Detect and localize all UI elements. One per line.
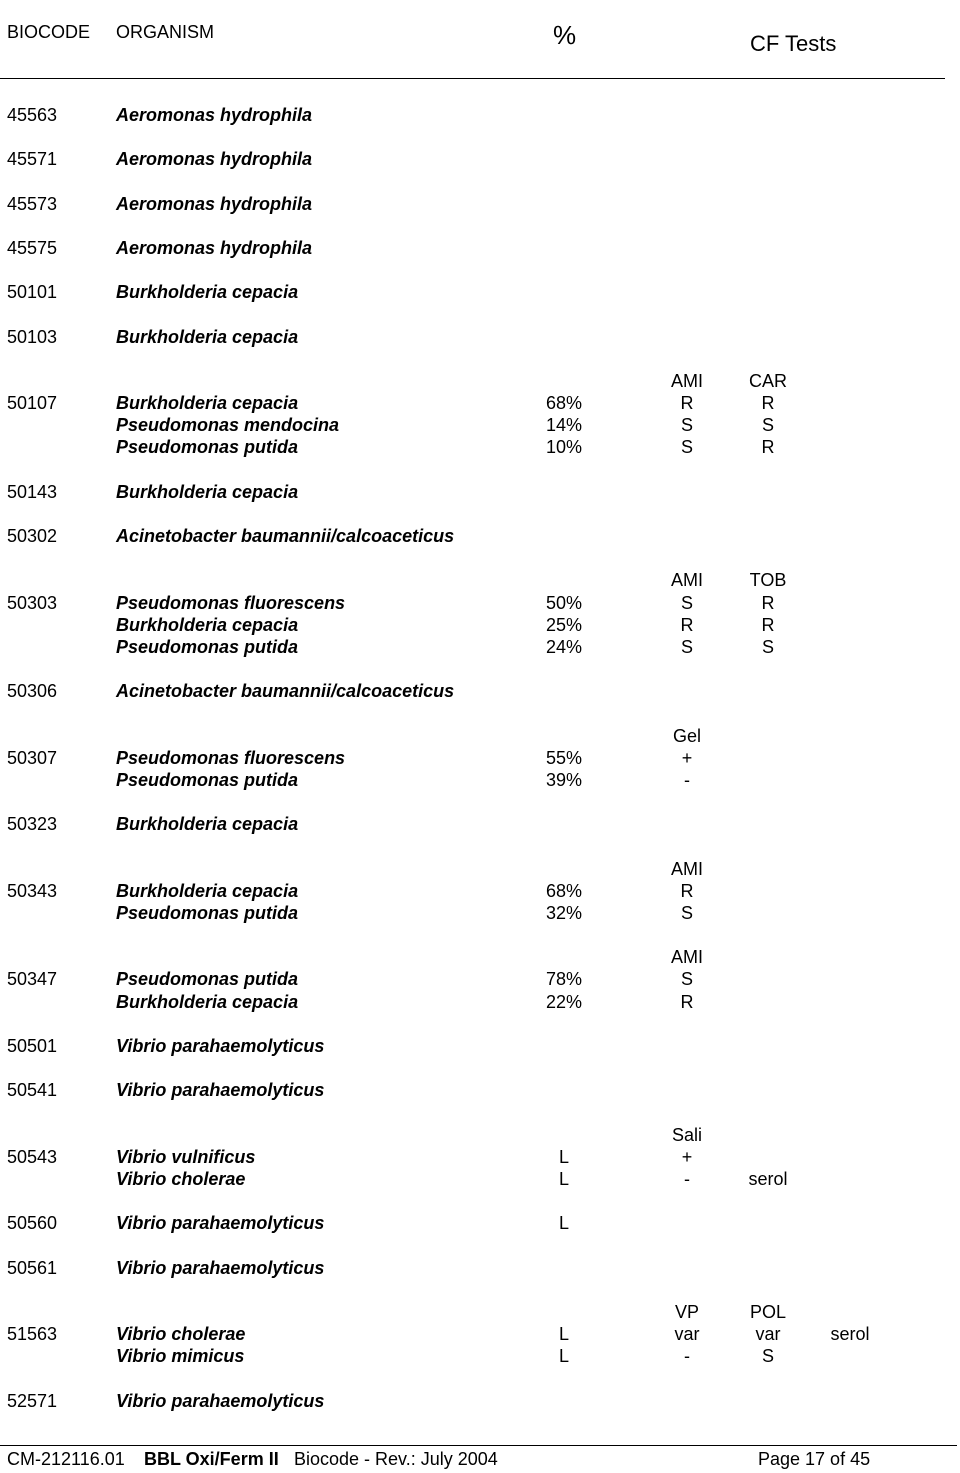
organism-name: Vibrio cholerae (116, 1324, 246, 1344)
footer-page-number: Page 17 of 45 (758, 1449, 871, 1469)
test-name-header: POL (749, 1301, 787, 1322)
organism-name: Pseudomonas mendocina (116, 415, 340, 436)
footer-rule (0, 1445, 957, 1446)
test-name-header: AMI (670, 570, 704, 591)
organism-name: Burkholderia cepacia (116, 880, 299, 901)
biocode-cell: 50347 (7, 969, 58, 990)
percent-cell: L (558, 1168, 570, 1189)
organism-name: Acinetobacter baumannii/calcoaceticus (116, 526, 455, 546)
organism-name: Burkholderia cepacia (116, 282, 299, 303)
percent-cell: 55% (545, 747, 583, 768)
header-biocode: BIOCODE (7, 22, 91, 42)
biocode-cell: 50143 (7, 481, 58, 502)
test-name-header: VP (674, 1301, 700, 1322)
percent-cell: 14% (545, 415, 583, 436)
percent-cell: 25% (545, 614, 583, 635)
organism-name: Burkholderia cepacia (116, 393, 299, 413)
footer-doc-id: CM-212116.01 (7, 1449, 125, 1469)
percent-cell: 68% (545, 880, 583, 901)
biocode-cell: 50323 (7, 814, 58, 835)
organism-name: Aeromonas hydrophila (116, 149, 313, 170)
organism-name: Pseudomonas fluorescens (116, 747, 346, 768)
footer-product-name: BBL Oxi/Ferm II (144, 1449, 279, 1469)
biocode-cell: 50543 (7, 1146, 58, 1167)
organism-name: Vibrio mimicus (116, 1346, 245, 1367)
percent-cell: L (558, 1346, 570, 1367)
biocode-cell: 50560 (7, 1213, 58, 1234)
test-result-cell: + (681, 1146, 693, 1167)
percent-cell: 10% (545, 437, 583, 458)
percent-cell: 68% (545, 393, 583, 413)
test-result-cell: serol (748, 1168, 788, 1189)
header-organism: ORGANISM (116, 22, 215, 42)
organism-name: Aeromonas hydrophila (116, 237, 313, 258)
biocode-cell: 50103 (7, 326, 58, 347)
biocode-cell: 50343 (7, 880, 58, 901)
biocode-cell: 45571 (7, 149, 58, 170)
percent-cell: 39% (545, 769, 583, 790)
organism-name: Pseudomonas putida (116, 969, 299, 990)
test-result-cell: R (680, 393, 694, 413)
test-result-cell: R (680, 880, 694, 901)
percent-cell: L (558, 1213, 570, 1234)
test-name-header: TOB (749, 570, 787, 591)
organism-name: Vibrio vulnificus (116, 1146, 256, 1167)
organism-name: Burkholderia cepacia (116, 991, 299, 1012)
header-percent: % (553, 20, 577, 50)
biocode-cell: 45573 (7, 193, 58, 214)
biocode-cell: 50501 (7, 1035, 58, 1056)
test-result-cell: var (674, 1324, 700, 1344)
biocode-cell: 50561 (7, 1257, 58, 1278)
biocode-cell: 50107 (7, 393, 58, 413)
biocode-cell: 45575 (7, 237, 58, 258)
test-name-header: Gel (672, 725, 702, 746)
organism-name: Burkholderia cepacia (116, 326, 299, 347)
test-result-cell: R (761, 614, 775, 635)
percent-cell: 32% (545, 902, 583, 923)
test-result-cell: - (684, 1168, 690, 1189)
organism-name: Vibrio parahaemolyticus (116, 1257, 325, 1278)
test-result-cell: S (680, 415, 694, 436)
organism-name: Acinetobacter baumannii/calcoaceticus (116, 681, 455, 702)
percent-cell: 50% (545, 592, 583, 613)
organism-name: Burkholderia cepacia (116, 614, 299, 635)
test-name-header: AMI (670, 858, 704, 879)
test-result-cell: S (680, 969, 694, 990)
test-result-cell: - (684, 1346, 690, 1367)
percent-cell: 78% (545, 969, 583, 990)
test-result-cell: S (761, 636, 775, 657)
test-name-header: AMI (670, 947, 704, 968)
percent-cell: L (558, 1324, 570, 1344)
organism-name: Pseudomonas putida (116, 437, 299, 458)
organism-name: Pseudomonas fluorescens (116, 592, 346, 613)
test-name-header: AMI (670, 370, 704, 391)
test-result-cell: R (761, 592, 775, 613)
organism-name: Burkholderia cepacia (116, 481, 299, 502)
test-result-cell: S (680, 592, 694, 613)
biocode-cell: 52571 (7, 1390, 58, 1411)
biocode-cell: 50306 (7, 681, 58, 702)
test-result-cell: var (755, 1324, 781, 1344)
test-result-cell: R (761, 393, 775, 413)
biocode-cell: 50541 (7, 1080, 58, 1101)
biocode-cell: 50302 (7, 526, 58, 546)
test-name-header: Sali (671, 1124, 703, 1145)
test-result-cell: - (684, 769, 690, 790)
organism-name: Pseudomonas putida (116, 636, 299, 657)
organism-name: Vibrio parahaemolyticus (116, 1035, 325, 1056)
footer-document-title: Biocode - Rev.: July 2004 (294, 1449, 498, 1469)
organism-name: Aeromonas hydrophila (116, 193, 313, 214)
organism-name: Pseudomonas putida (116, 769, 299, 790)
test-result-cell: S (761, 415, 775, 436)
test-result-cell: R (680, 991, 694, 1012)
test-result-cell: serol (830, 1324, 870, 1344)
test-result-cell: S (680, 636, 694, 657)
organism-name: Vibrio parahaemolyticus (116, 1080, 325, 1101)
test-result-cell: R (680, 614, 694, 635)
biocode-cell: 50307 (7, 747, 58, 768)
header-cf-tests: CF Tests (750, 31, 837, 56)
organism-name: Vibrio parahaemolyticus (116, 1213, 325, 1234)
test-result-cell: R (761, 437, 775, 458)
biocode-cell: 51563 (7, 1324, 58, 1344)
percent-cell: 22% (545, 991, 583, 1012)
test-result-cell: S (680, 902, 694, 923)
test-name-header: CAR (748, 370, 788, 391)
organism-name: Aeromonas hydrophila (116, 105, 313, 125)
organism-name: Vibrio parahaemolyticus (116, 1390, 325, 1411)
organism-name: Pseudomonas putida (116, 902, 299, 923)
test-result-cell: S (761, 1346, 775, 1367)
test-result-cell: S (680, 437, 694, 458)
percent-cell: L (558, 1146, 570, 1167)
organism-name: Burkholderia cepacia (116, 814, 299, 835)
percent-cell: 24% (545, 636, 583, 657)
biocode-cell: 50303 (7, 592, 58, 613)
biocode-cell: 45563 (7, 105, 58, 125)
test-result-cell: + (681, 747, 693, 768)
biocode-cell: 50101 (7, 282, 58, 303)
organism-name: Vibrio cholerae (116, 1168, 246, 1189)
